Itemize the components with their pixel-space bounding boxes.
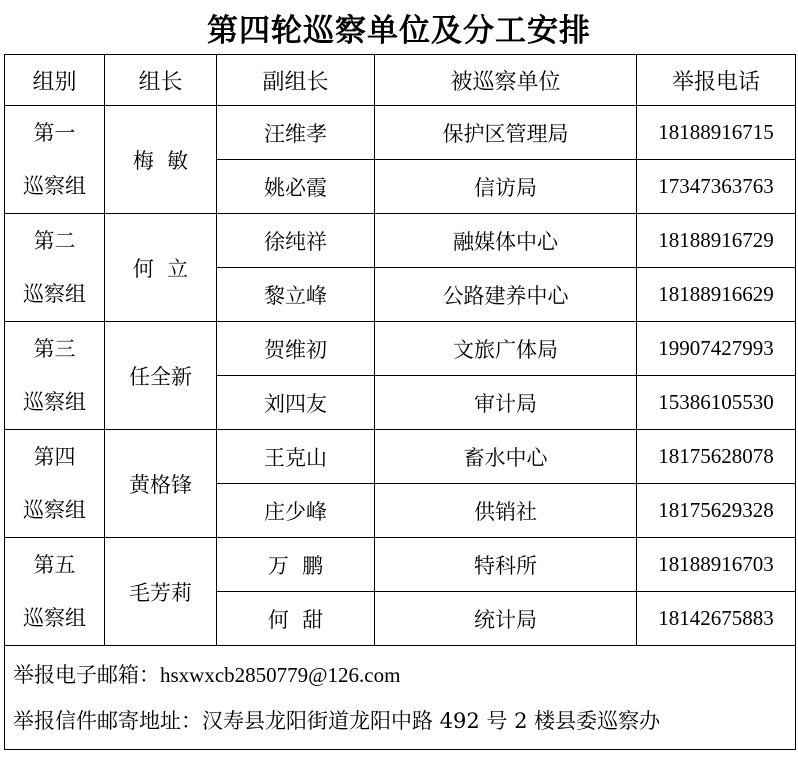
group-cell (5, 214, 105, 322)
table-row (5, 322, 796, 376)
leader-cell (105, 538, 217, 646)
inspection-table (4, 54, 796, 750)
header-phone: 举报电话 (637, 55, 796, 106)
page-title: 第四轮巡察单位及分工安排 (207, 12, 591, 49)
group-label: 巡察组 (23, 173, 86, 198)
unit-cell: 融媒体中心 (375, 214, 637, 268)
deputy-cell: 王克山 (217, 430, 375, 484)
phone-cell: 18188916703 (637, 538, 796, 592)
group-cell (5, 322, 105, 430)
deputy-name: 何 甜 (267, 607, 324, 632)
group-label: 巡察组 (23, 389, 86, 414)
group-label: 巡察组 (23, 281, 86, 306)
unit-cell: 供销社 (375, 484, 637, 538)
phone-cell: 18188916715 (637, 106, 796, 160)
unit-cell: 特科所 (375, 538, 637, 592)
deputy-cell: 黎立峰 (217, 268, 375, 322)
unit-cell: 畜水中心 (375, 430, 637, 484)
leader-cell (105, 106, 217, 214)
address-line (13, 698, 795, 744)
group-cell (5, 538, 105, 646)
group-cell (5, 106, 105, 214)
group-ordinal: 第二 (33, 228, 76, 253)
email-line (13, 652, 795, 698)
email-address: hsxwxcb2850779@126.com (160, 662, 401, 687)
group-cell (5, 430, 105, 538)
mailing-address: 汉寿县龙阳街道龙阳中路 492 号 2 楼县委巡察办 (202, 708, 661, 733)
header-row (5, 55, 796, 106)
leader-cell (105, 322, 217, 430)
header-leader: 组长 (105, 55, 217, 106)
leader-name: 梅 敏 (132, 148, 189, 173)
header-group: 组别 (5, 55, 105, 106)
group-label: 巡察组 (23, 497, 86, 522)
table-row (5, 106, 796, 160)
unit-cell: 公路建养中心 (375, 268, 637, 322)
phone-cell: 18175629328 (637, 484, 796, 538)
unit-cell: 审计局 (375, 376, 637, 430)
phone-cell: 18188916729 (637, 214, 796, 268)
deputy-cell: 贺维初 (217, 322, 375, 376)
leader-cell (105, 214, 217, 322)
table-row (5, 538, 796, 592)
unit-cell: 保护区管理局 (375, 106, 637, 160)
header-deputy: 副组长 (217, 55, 375, 106)
deputy-cell: 汪维孝 (217, 106, 375, 160)
phone-cell: 15386105530 (637, 376, 796, 430)
leader-name: 任全新 (129, 364, 192, 389)
deputy-cell (217, 592, 375, 646)
group-ordinal: 第三 (33, 336, 76, 361)
header-unit: 被巡察单位 (375, 55, 637, 106)
group-ordinal: 第四 (33, 444, 76, 469)
deputy-cell (217, 538, 375, 592)
leader-name: 黄格锋 (129, 472, 192, 497)
phone-cell: 17347363763 (637, 160, 796, 214)
footer-cell (5, 646, 796, 750)
group-ordinal: 第五 (33, 552, 76, 577)
email-label: 举报电子邮箱： (13, 662, 160, 687)
deputy-cell: 徐纯祥 (217, 214, 375, 268)
phone-cell: 18188916629 (637, 268, 796, 322)
phone-cell: 19907427993 (637, 322, 796, 376)
deputy-cell: 姚必霞 (217, 160, 375, 214)
deputy-name: 万 鹏 (267, 553, 324, 578)
leader-name: 何 立 (132, 256, 189, 281)
unit-cell: 统计局 (375, 592, 637, 646)
phone-cell: 18142675883 (637, 592, 796, 646)
leader-name: 毛芳莉 (129, 580, 192, 605)
deputy-cell: 刘四友 (217, 376, 375, 430)
unit-cell: 信访局 (375, 160, 637, 214)
unit-cell: 文旅广体局 (375, 322, 637, 376)
table-row (5, 214, 796, 268)
phone-cell: 18175628078 (637, 430, 796, 484)
group-ordinal: 第一 (33, 120, 76, 145)
deputy-cell: 庄少峰 (217, 484, 375, 538)
footer-row (5, 646, 796, 750)
table-row (5, 430, 796, 484)
group-label: 巡察组 (23, 605, 86, 630)
address-label: 举报信件邮寄地址： (13, 708, 202, 733)
leader-cell (105, 430, 217, 538)
